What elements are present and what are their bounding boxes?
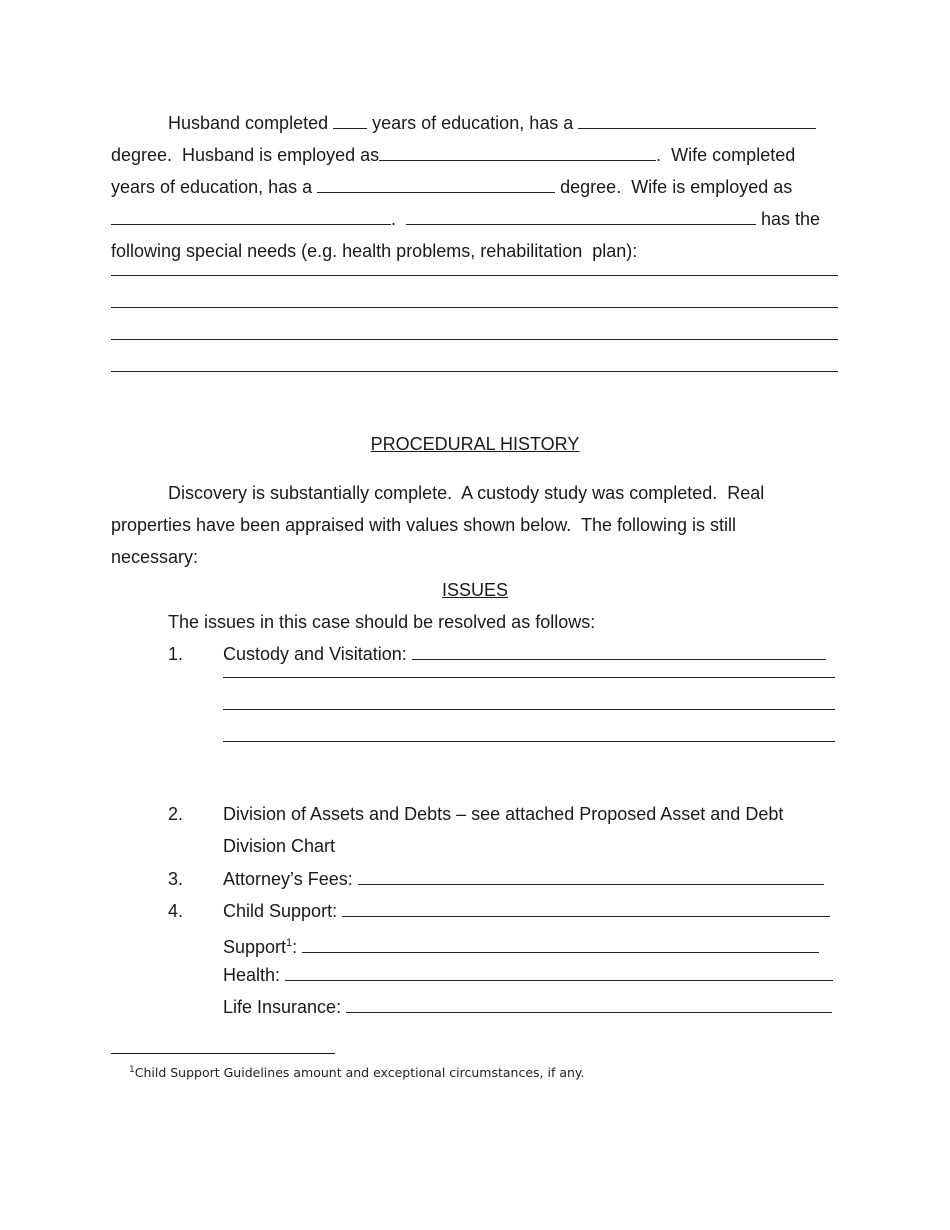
issue-attorney-fees <box>223 868 824 890</box>
education-line-3 <box>111 176 792 198</box>
wife-degree-blank[interactable] <box>317 176 555 193</box>
custody-blank[interactable] <box>412 643 826 660</box>
health-blank[interactable] <box>285 964 833 981</box>
issue-number: 1. <box>168 644 184 664</box>
text: degree. Wife is employed as <box>555 177 793 197</box>
text: : <box>292 937 303 957</box>
text: . <box>391 209 407 229</box>
procedural-line-2: properties have been appraised with values shown below. The following is still <box>111 515 737 535</box>
issue-division-assets: Division of Assets and Debts – see attached Proposed Asset and Debt <box>223 804 784 824</box>
text: . Wife completed <box>656 145 796 165</box>
special-needs-line[interactable] <box>111 339 838 340</box>
health-row <box>223 964 833 986</box>
life-insurance-blank[interactable] <box>346 996 832 1013</box>
issue-division-assets-cont: Division Chart <box>223 836 336 856</box>
support-row <box>223 932 819 958</box>
husband-employment-blank[interactable] <box>379 144 656 161</box>
issue-child-support <box>223 900 830 922</box>
life-insurance-label: Life Insurance: <box>223 997 347 1017</box>
custody-line[interactable] <box>223 709 835 710</box>
procedural-line-3: necessary: <box>111 547 199 567</box>
special-needs-person-blank[interactable] <box>406 208 756 225</box>
issues-heading: ISSUES <box>441 580 509 600</box>
footnote-mark: 1 <box>129 1065 135 1075</box>
special-needs-line[interactable] <box>111 371 838 372</box>
issue-label: Attorney’s Fees: <box>223 869 358 889</box>
issue-number: 2. <box>168 804 184 824</box>
life-insurance-row <box>223 996 832 1018</box>
issue-number: 3. <box>168 869 184 889</box>
special-needs-line[interactable] <box>111 275 838 276</box>
text: years of education, has a <box>367 113 579 133</box>
footnote-ref: 1 <box>286 937 293 949</box>
attorney-fees-blank[interactable] <box>358 868 824 885</box>
support-label: Support <box>223 937 287 957</box>
text: has the <box>756 209 821 229</box>
text: degree. Husband is employed as <box>111 145 380 165</box>
text: Husband completed <box>168 113 334 133</box>
health-label: Health: <box>223 965 286 985</box>
special-needs-line[interactable] <box>111 307 838 308</box>
issue-label: Child Support: <box>223 901 343 921</box>
issue-custody <box>223 643 826 665</box>
text: years of education, has a <box>111 177 318 197</box>
child-support-blank[interactable] <box>342 900 830 917</box>
issue-number: 4. <box>168 901 184 921</box>
wife-employment-blank[interactable] <box>111 208 391 225</box>
custody-line[interactable] <box>223 741 835 742</box>
issues-intro: The issues in this case should be resolved as follows: <box>168 612 596 632</box>
education-line-5: following special needs (e.g. health problems, rehabilitation plan): <box>111 241 638 261</box>
procedural-history-heading: PROCEDURAL HISTORY <box>370 434 580 454</box>
husband-degree-blank[interactable] <box>578 112 816 129</box>
procedural-line-1: Discovery is substantially complete. A custody study was completed. Real <box>168 483 765 503</box>
custody-line[interactable] <box>223 677 835 678</box>
support-blank[interactable] <box>302 936 819 953</box>
husband-years-blank[interactable] <box>333 112 367 129</box>
education-line-1 <box>168 112 816 134</box>
footnote <box>129 1062 584 1081</box>
education-line-4 <box>111 208 820 230</box>
footnote-separator <box>111 1053 335 1054</box>
education-line-2 <box>111 144 795 166</box>
footnote-text: Child Support Guidelines amount and exceptional circumstances, if any. <box>134 1065 585 1081</box>
issue-label: Custody and Visitation: <box>223 644 412 664</box>
